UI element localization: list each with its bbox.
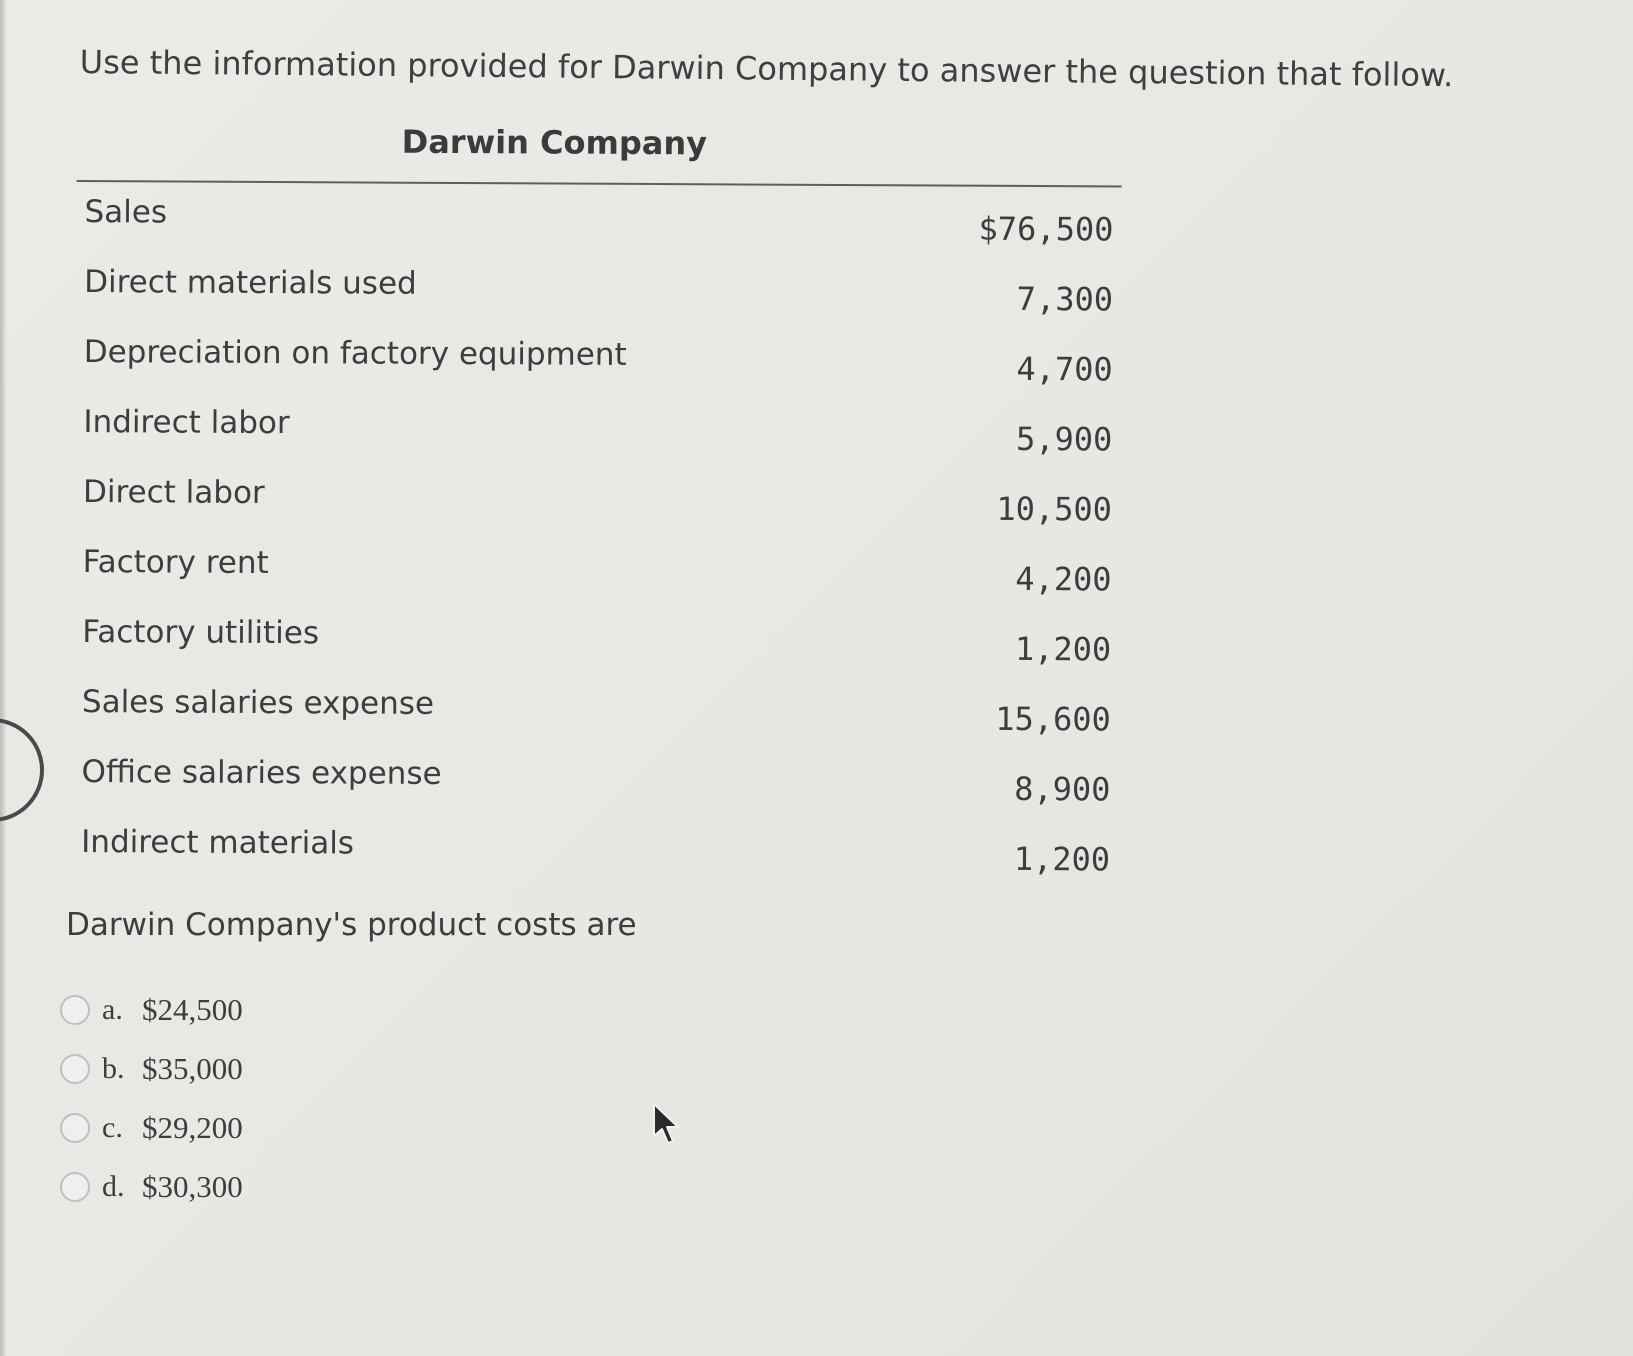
table-rows xyxy=(73,188,1122,893)
row-value: 15,600 xyxy=(995,699,1111,739)
table-row xyxy=(73,818,1118,893)
row-label: Direct materials used xyxy=(84,264,417,302)
row-label: Direct labor xyxy=(82,474,265,511)
title-divider xyxy=(77,180,1122,187)
option-d[interactable] xyxy=(60,1157,460,1216)
option-letter: b. xyxy=(102,1051,125,1085)
partial-circle-decoration xyxy=(0,718,44,822)
row-value: 1,200 xyxy=(1014,629,1112,669)
radio-button-icon[interactable] xyxy=(60,1054,90,1084)
option-amount: $30,300 xyxy=(142,1168,243,1204)
option-letter: a. xyxy=(102,992,123,1026)
table-row xyxy=(73,748,1118,823)
company-data-table xyxy=(73,118,1122,893)
table-title: Darwin Company xyxy=(401,122,708,163)
option-c[interactable] xyxy=(60,1098,460,1157)
screen-edge xyxy=(0,0,6,1356)
row-label: Sales xyxy=(84,194,168,231)
table-row xyxy=(74,538,1119,613)
row-value: 4,200 xyxy=(1015,559,1112,599)
row-value: 1,200 xyxy=(1013,839,1111,879)
option-b[interactable] xyxy=(60,1039,460,1098)
instructions-text: Use the information provided for Darwin Company to answer the question that follow. xyxy=(79,42,1454,95)
row-label: Factory utilities xyxy=(82,614,320,652)
row-value: 5,900 xyxy=(1015,419,1113,459)
row-value: $76,500 xyxy=(978,209,1114,249)
table-row xyxy=(76,258,1121,333)
radio-button-icon[interactable] xyxy=(60,995,90,1025)
row-label: Indirect materials xyxy=(81,824,355,862)
table-row xyxy=(75,468,1120,543)
mouse-pointer-icon xyxy=(650,1102,682,1146)
option-amount: $29,200 xyxy=(142,1109,243,1145)
row-label: Office salaries expense xyxy=(81,754,442,792)
option-letter: d. xyxy=(102,1169,125,1203)
row-label: Indirect labor xyxy=(83,404,290,442)
row-value: 4,700 xyxy=(1016,349,1113,389)
table-row xyxy=(74,678,1119,753)
row-value: 8,900 xyxy=(1014,769,1111,809)
table-row xyxy=(75,398,1120,473)
table-row xyxy=(76,328,1121,403)
option-letter: c. xyxy=(102,1110,123,1144)
answer-options xyxy=(60,980,460,1216)
row-label: Depreciation on factory equipment xyxy=(83,334,627,373)
radio-button-icon[interactable] xyxy=(60,1172,90,1202)
table-row xyxy=(74,608,1119,683)
row-value: 7,300 xyxy=(1016,279,1114,319)
row-label: Factory rent xyxy=(82,544,269,582)
option-a[interactable] xyxy=(60,980,460,1039)
radio-button-icon[interactable] xyxy=(60,1113,90,1143)
option-amount: $35,000 xyxy=(142,1050,243,1086)
row-label: Sales salaries expense xyxy=(81,684,435,722)
question-text: Darwin Company's product costs are xyxy=(66,907,637,943)
table-row xyxy=(76,188,1121,263)
option-amount: $24,500 xyxy=(142,991,243,1027)
row-value: 10,500 xyxy=(996,489,1113,529)
